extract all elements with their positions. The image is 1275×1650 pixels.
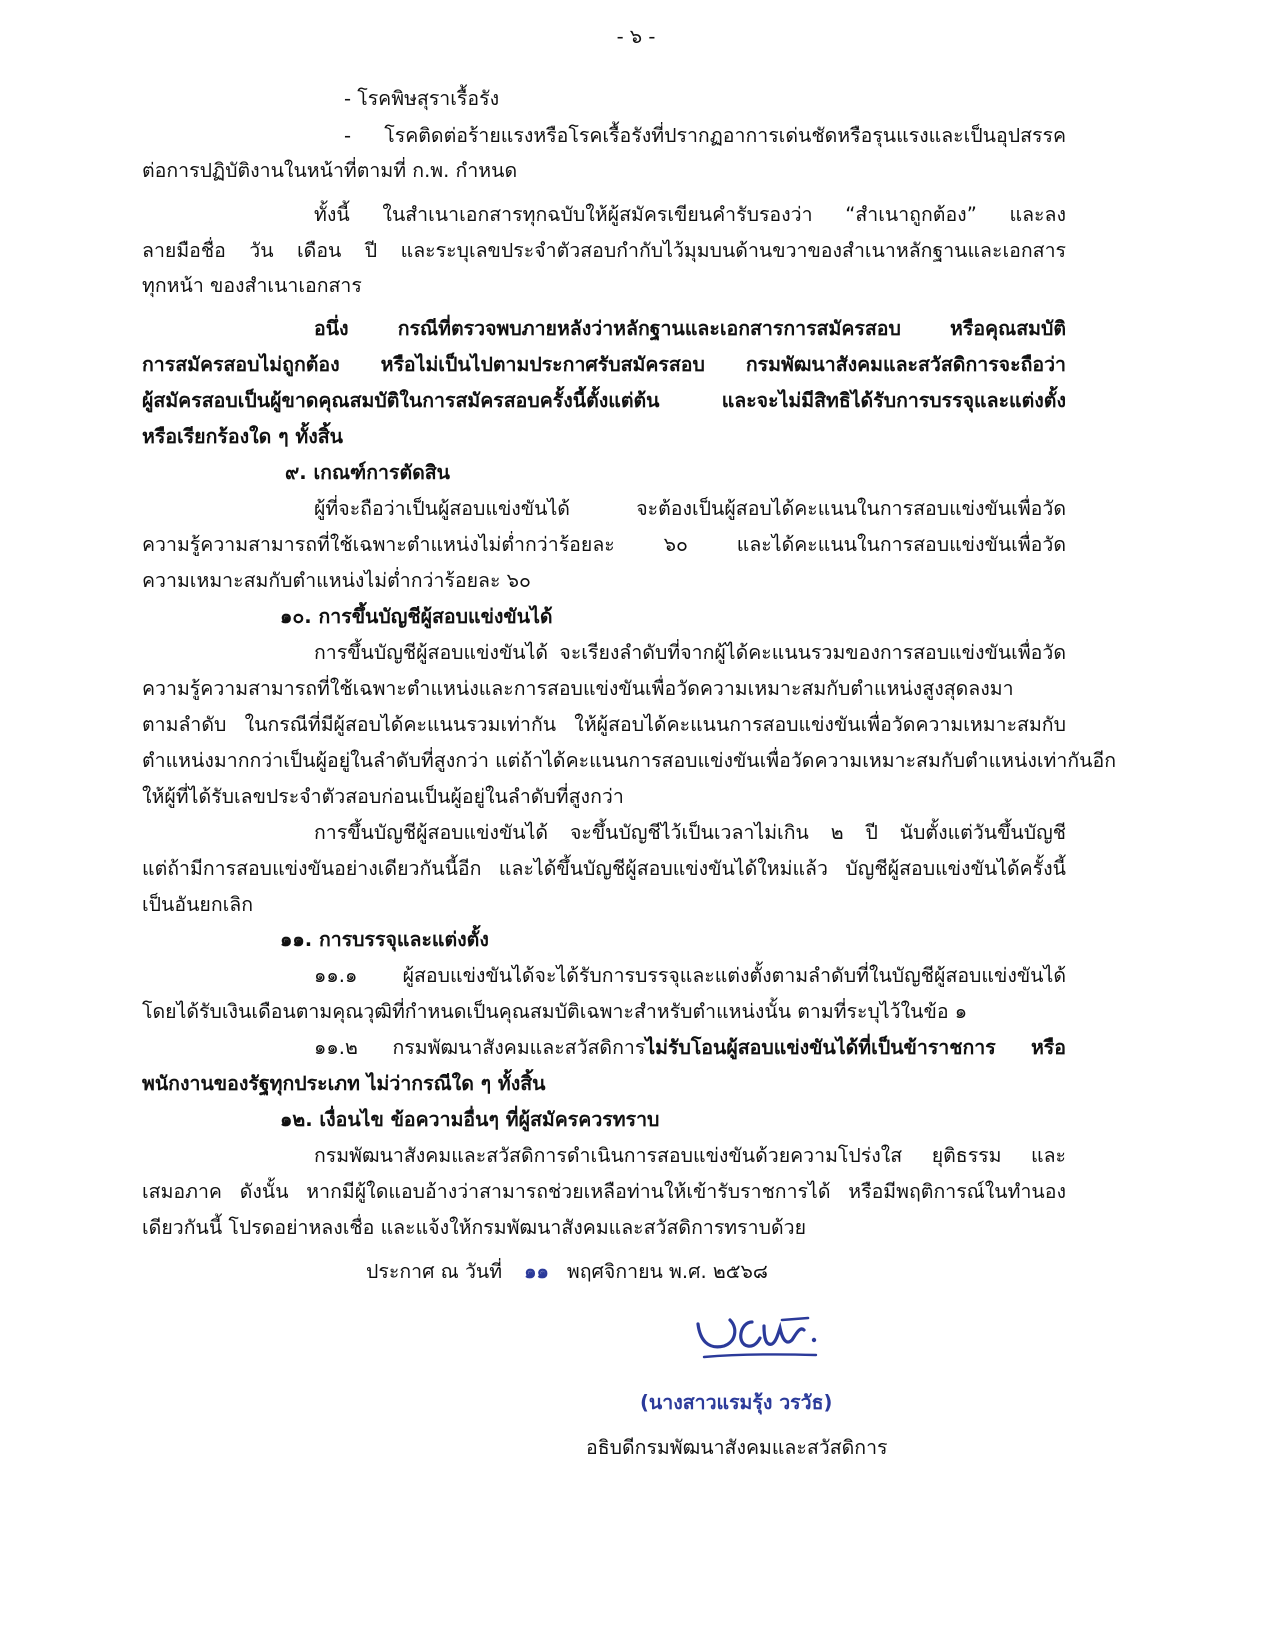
section-10-p1-line-3: ตามลำดับ ในกรณีที่มีผู้สอบได้คะแนนรวมเท่ากัน ให้ผู้สอบได้คะแนนการสอบแข่งขันเพื่อวัดความเหมาะสมกับ (142, 713, 1066, 736)
warning-line-4: หรือเรียกร้องใด ๆ ทั้งสิ้น (142, 425, 343, 448)
section-11-p1-line-2: โดยได้รับเงินเดือนตามคุณวุฒิที่กำหนดเป็นคุณสมบัติเฉพาะสำหรับตำแหน่งนั้น ตามที่ระบุไว้ในข้อ ๑ (142, 1000, 968, 1023)
announcement-day: ๑๑ (524, 1260, 549, 1283)
section-9-line-1: ผู้ที่จะถือว่าเป็นผู้สอบแข่งขันได้ จะต้องเป็นผู้สอบได้คะแนนในการสอบแข่งขันเพื่อวัด (314, 497, 1066, 520)
section-11-p1-line-1: ๑๑.๑ ผู้สอบแข่งขันได้จะได้รับการบรรจุและแต่งตั้งตามลำดับที่ในบัญชีผู้สอบแข่งขันได้ (314, 964, 1066, 987)
warning-line-3: ผู้สมัครสอบเป็นผู้ขาดคุณสมบัติในการสมัครสอบครั้งนี้ตั้งแต่ต้น และจะไม่มีสิทธิได้รับการบรรจุและแต่งตั้ง (142, 389, 1066, 412)
section-11-heading: ๑๑. การบรรจุและแต่งตั้ง (280, 928, 489, 951)
section-11-p2-bold: ไม่รับโอนผู้สอบแข่งขันได้ที่เป็นข้าราชการ หรือ (645, 1036, 1066, 1059)
signatory-position: อธิบดีกรมพัฒนาสังคมและสวัสดิการ (586, 1436, 888, 1459)
section-10-p1-line-4: ตำแหน่งมากกว่าเป็นผู้อยู่ในลำดับที่สูงกว่า แต่ถ้าได้คะแนนการสอบแข่งขันเพื่อวัดความเหมาะสมกับตำแหน่งเท่ากันอีก (142, 749, 1117, 772)
bullet-chronic-alcoholism: - โรคพิษสุราเรื้อรัง (344, 87, 500, 110)
section-12-line-3: เดียวกันนี้ โปรดอย่าหลงเชื่อ และแจ้งให้กรมพัฒนาสังคมและสวัสดิการทราบด้วย (142, 1216, 806, 1239)
announcement-month-year: พฤศจิกายน พ.ศ. ๒๕๖๘ (566, 1260, 768, 1283)
section-12-heading: ๑๒. เงื่อนไข ข้อความอื่นๆ ที่ผู้สมัครควรทราบ (280, 1108, 660, 1131)
section-9-line-2: ความรู้ความสามารถที่ใช้เฉพาะตำแหน่งไม่ต่ำกว่าร้อยละ ๖๐ และได้คะแนนในการสอบแข่งขันเพื่อวัด (142, 533, 1066, 556)
bullet-severe-disease-cont: ต่อการปฏิบัติงานในหน้าที่ตามที่ ก.พ. กำหนด (142, 159, 518, 182)
section-9-heading: ๙. เกณฑ์การตัดสิน (285, 461, 451, 484)
section-9-line-3: ความเหมาะสมกับตำแหน่งไม่ต่ำกว่าร้อยละ ๖๐ (142, 569, 531, 592)
section-10-p2-line-1: การขึ้นบัญชีผู้สอบแข่งขันได้ จะขึ้นบัญชีไว้เป็นเวลาไม่เกิน ๒ ปี นับตั้งแต่วันขึ้นบัญชี (314, 821, 1066, 844)
section-10-p1-line-1: การขึ้นบัญชีผู้สอบแข่งขันได้ จะเรียงลำดับที่จากผู้ได้คะแนนรวมของการสอบแข่งขันเพื่อวัด (314, 641, 1066, 664)
section-12-line-2: เสมอภาค ดังนั้น หากมีผู้ใดแอบอ้างว่าสามารถช่วยเหลือท่านให้เข้ารับราชการได้ หรือมีพฤติการณ์ในทำนอง (142, 1180, 1066, 1203)
copy-note-line-3: ทุกหน้า ของสำเนาเอกสาร (142, 274, 362, 297)
section-10-heading: ๑๐. การขึ้นบัญชีผู้สอบแข่งขันได้ (280, 605, 553, 628)
announcement-date (366, 1257, 768, 1287)
signatory-name: (นางสาวแรมรุ้ง วรวัธ) (640, 1391, 833, 1414)
copy-note-line-1: ทั้งนี้ ในสำเนาเอกสารทุกฉบับให้ผู้สมัครเขียนคำรับรองว่า “สำเนาถูกต้อง” และลง (314, 203, 1066, 226)
warning-line-1: อนึ่ง กรณีที่ตรวจพบภายหลังว่าหลักฐานและเอกสารการสมัครสอบ หรือคุณสมบัติ (314, 317, 1066, 340)
section-10-p1-line-2: ความรู้ความสามารถที่ใช้เฉพาะตำแหน่งและการสอบแข่งขันเพื่อวัดความเหมาะสมกับตำแหน่งสูงสุดลงมา (142, 677, 1014, 700)
bullet-severe-disease: - โรคติดต่อร้ายแรงหรือโรคเรื้อรังที่ปรากฏอาการเด่นชัดหรือรุนแรงและเป็นอุปสรรค (344, 124, 1066, 147)
section-10-p2-line-3: เป็นอันยกเลิก (142, 893, 254, 916)
section-11-p2-line-1 (314, 1033, 1066, 1063)
section-11-p2-prefix: ๑๑.๒ กรมพัฒนาสังคมและสวัสดิการ (314, 1036, 646, 1059)
warning-line-2: การสมัครสอบไม่ถูกต้อง หรือไม่เป็นไปตามประกาศรับสมัครสอบ กรมพัฒนาสังคมและสวัสดิการจะถือว่า (142, 353, 1066, 376)
section-11-p2-line-2: พนักงานของรัฐทุกประเภท ไม่ว่ากรณีใด ๆ ทั้งสิ้น (142, 1072, 546, 1095)
section-10-p2-line-2: แต่ถ้ามีการสอบแข่งขันอย่างเดียวกันนี้อีก และได้ขึ้นบัญชีผู้สอบแข่งขันได้ใหม่แล้ว บัญชีผู้สอบแข่งขันได้ครั้งนี้ (142, 857, 1066, 880)
announcement-prefix: ประกาศ ณ วันที่ (366, 1260, 503, 1283)
signature-image (690, 1300, 840, 1370)
copy-note-line-2: ลายมือชื่อ วัน เดือน ปี และระบุเลขประจำตัวสอบกำกับไว้มุมบนด้านขวาของสำเนาหลักฐานและเอกสาร (142, 239, 1066, 262)
section-12-line-1: กรมพัฒนาสังคมและสวัสดิการดำเนินการสอบแข่งขันด้วยความโปร่งใส ยุติธรรม และ (314, 1144, 1066, 1167)
section-10-p1-line-5: ให้ผู้ที่ได้รับเลขประจำตัวสอบก่อนเป็นผู้อยู่ในลำดับที่สูงกว่า (142, 785, 624, 808)
page-number: - ๖ - (616, 25, 656, 48)
